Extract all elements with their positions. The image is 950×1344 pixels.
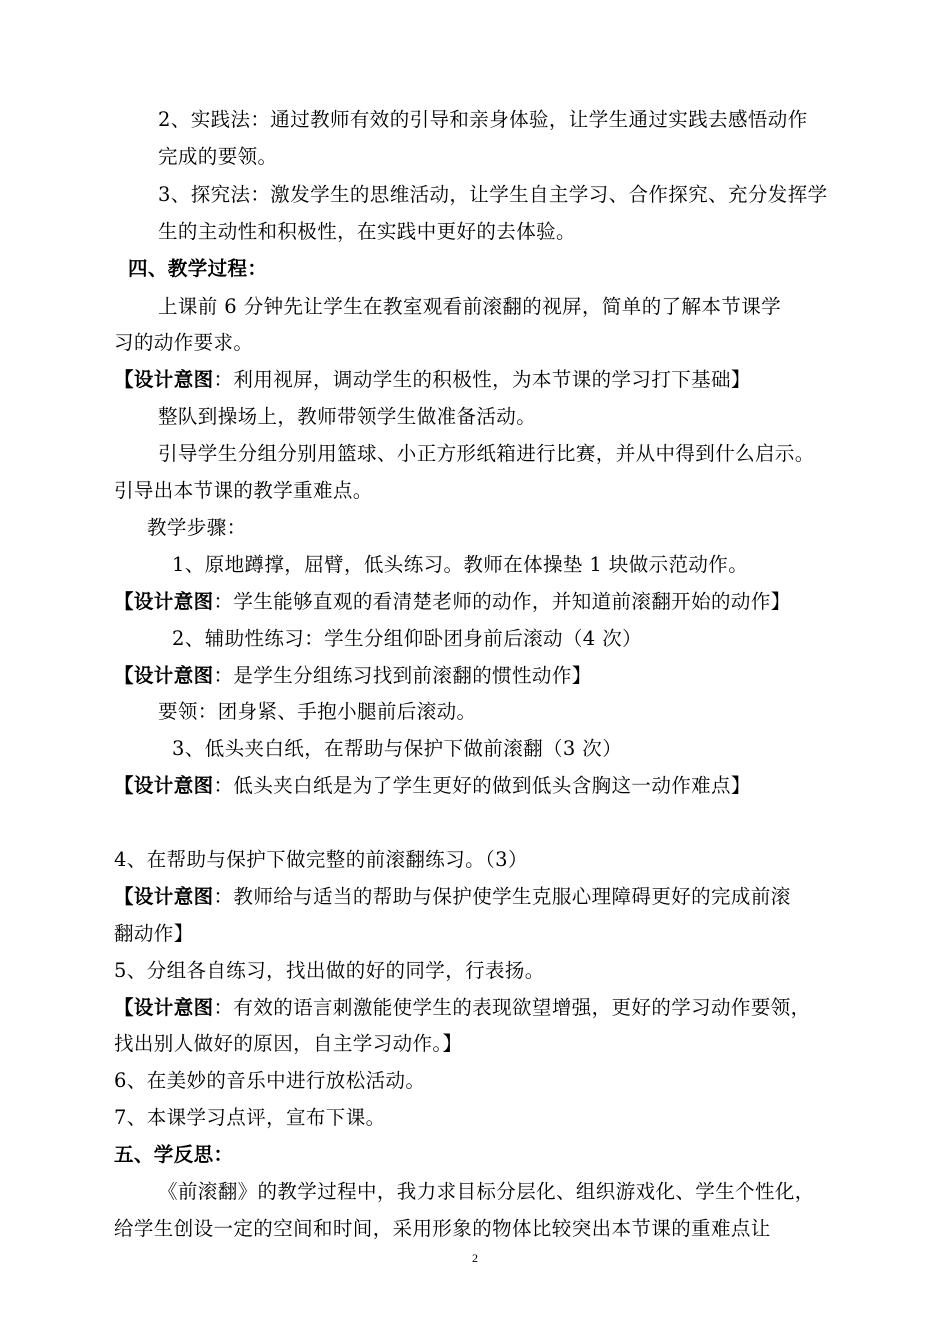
text-line: 2、实践法：通过教师有效的引导和亲身体验，让学生通过实践去感悟动作 xyxy=(158,108,808,131)
text-line: 4、在帮助与保护下做完整的前滚翻练习。（3） xyxy=(114,848,528,871)
design-intent-line xyxy=(114,995,811,1021)
design-intent-text: ：教师给与适当的帮助与保护使学生克服心理障碍更好的完成前滚 xyxy=(213,885,791,908)
design-intent-text: ：学生能够直观的看清楚老师的动作，并知道前滚翻开始的动作】 xyxy=(213,590,791,613)
text-line: 6、在美妙的音乐中进行放松活动。 xyxy=(114,1069,426,1092)
text-line: 教学步骤： xyxy=(147,516,247,539)
text-line: 引导出本节课的教学重难点。 xyxy=(114,479,373,502)
text-line: 1、原地蹲撑，屈臂，低头练习。教师在体操垫 1 块做示范动作。 xyxy=(172,553,749,576)
design-intent-line xyxy=(114,367,751,393)
text-line: 翻动作】 xyxy=(114,922,194,945)
design-intent-text: ：有效的语言刺激能使学生的表现欲望增强，更好的学习动作要领， xyxy=(213,996,811,1019)
text-line: 2、辅助性练习：学生分组仰卧团身前后滚动（4 次） xyxy=(172,627,643,650)
text-line: 引导学生分组分别用篮球、小正方形纸箱进行比赛，并从中得到什么启示。 xyxy=(158,442,815,465)
design-intent-line xyxy=(114,773,751,799)
text-line: 上课前 6 分钟先让学生在教室观看前滚翻的视屏，简单的了解本节课学 xyxy=(158,295,782,318)
text-line: 《前滚翻》的教学过程中，我力求目标分层化、组织游戏化、学生个性化， xyxy=(158,1180,815,1203)
text-line: 找出别人做好的原因，自主学习动作。】 xyxy=(114,1032,463,1055)
text-line: 生的主动性和积极性，在实践中更好的去体验。 xyxy=(158,220,576,243)
design-intent-label: 【设计意图 xyxy=(114,996,214,1019)
design-intent-line xyxy=(114,663,592,689)
text-line: 3、探究法：激发学生的思维活动，让学生自主学习、合作探究、充分发挥学 xyxy=(158,183,828,206)
design-intent-text: ：利用视屏，调动学生的积极性，为本节课的学习打下基础】 xyxy=(213,368,751,391)
design-intent-text: ：是学生分组练习找到前滚翻的惯性动作】 xyxy=(213,664,592,687)
text-line: 习的动作要求。 xyxy=(114,331,254,354)
text-line: 3、低头夹白纸，在帮助与保护下做前滚翻（3 次） xyxy=(172,737,623,760)
text-line: 7、本课学习点评，宣布下课。 xyxy=(114,1106,386,1129)
text-line: 完成的要领。 xyxy=(158,145,278,168)
text-line: 整队到操场上，教师带领学生做准备活动。 xyxy=(158,405,537,428)
text-line: 5、分组各自练习，找出做的好的同学，行表扬。 xyxy=(114,959,545,982)
design-intent-text: ：低头夹白纸是为了学生更好的做到低头含胸这一动作难点】 xyxy=(213,774,751,797)
design-intent-label: 【设计意图 xyxy=(114,590,214,613)
design-intent-line xyxy=(114,884,791,910)
page-number: 2 xyxy=(472,1251,478,1265)
section-heading-teaching-process: 四、教学过程： xyxy=(128,257,268,280)
section-heading-reflection: 五、学反思： xyxy=(114,1143,234,1166)
design-intent-line xyxy=(114,589,791,615)
design-intent-label: 【设计意图 xyxy=(114,774,214,797)
design-intent-label: 【设计意图 xyxy=(114,885,214,908)
text-line: 给学生创设一定的空间和时间，采用形象的物体比较突出本节课的重难点让 xyxy=(114,1217,771,1240)
text-line: 要领：团身紧、手抱小腿前后滚动。 xyxy=(158,700,477,723)
design-intent-label: 【设计意图 xyxy=(114,368,214,391)
design-intent-label: 【设计意图 xyxy=(114,664,214,687)
